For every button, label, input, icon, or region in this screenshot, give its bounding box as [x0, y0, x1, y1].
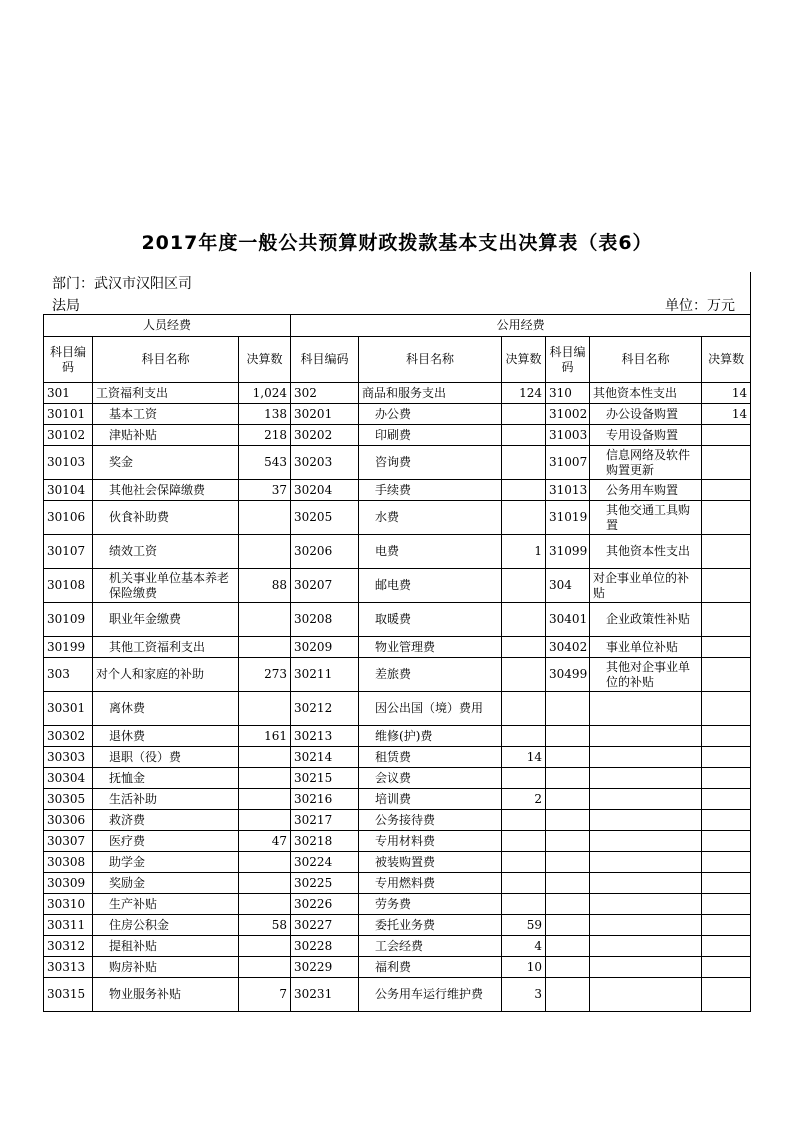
column-header-code: 科目编码	[546, 337, 590, 383]
capital-name-cell: 公务用车购置	[590, 480, 702, 501]
public-goods-name-cell: 福利费	[359, 957, 502, 978]
table-row	[44, 569, 751, 603]
personnel-name-cell: 抚恤金	[93, 768, 239, 789]
column-header-amount: 决算数	[502, 337, 546, 383]
public-goods-code-cell: 30229	[291, 957, 359, 978]
personnel-code-cell: 30313	[44, 957, 93, 978]
expenditure-table	[43, 314, 751, 1012]
public-goods-name-cell: 委托业务费	[359, 915, 502, 936]
capital-code-cell	[546, 915, 590, 936]
public-goods-amount-cell	[502, 658, 546, 692]
capital-code-cell	[546, 852, 590, 873]
capital-amount-cell	[702, 425, 751, 446]
personnel-code-cell: 30310	[44, 894, 93, 915]
capital-code-cell	[546, 768, 590, 789]
table-row	[44, 535, 751, 569]
capital-code-cell: 30402	[546, 637, 590, 658]
personnel-name-cell: 医疗费	[93, 831, 239, 852]
table-row	[44, 692, 751, 726]
department-label-line2: 法局	[52, 298, 80, 314]
capital-amount-cell	[702, 915, 751, 936]
public-goods-code-cell: 30225	[291, 873, 359, 894]
public-goods-code-cell: 30212	[291, 692, 359, 726]
capital-code-cell	[546, 692, 590, 726]
personnel-code-cell: 30199	[44, 637, 93, 658]
public-goods-code-cell: 30202	[291, 425, 359, 446]
capital-code-cell: 30401	[546, 603, 590, 637]
personnel-name-cell: 助学金	[93, 852, 239, 873]
personnel-name-cell: 津贴补贴	[93, 425, 239, 446]
personnel-name-cell: 其他工资福利支出	[93, 637, 239, 658]
capital-code-cell: 31019	[546, 501, 590, 535]
public-goods-code-cell: 30209	[291, 637, 359, 658]
department-label-line1: 部门：武汉市汉阳区司	[52, 276, 192, 292]
capital-amount-cell	[702, 768, 751, 789]
capital-name-cell: 其他资本性支出	[590, 383, 702, 404]
personnel-code-cell: 30101	[44, 404, 93, 425]
table-row	[44, 894, 751, 915]
column-header-amount: 决算数	[702, 337, 751, 383]
personnel-code-cell: 30106	[44, 501, 93, 535]
public-goods-amount-cell	[502, 501, 546, 535]
personnel-name-cell: 对个人和家庭的补助	[93, 658, 239, 692]
public-goods-name-cell: 物业管理费	[359, 637, 502, 658]
section-header-public: 公用经费	[291, 315, 751, 337]
public-goods-amount-cell	[502, 894, 546, 915]
public-goods-code-cell: 30218	[291, 831, 359, 852]
table-row	[44, 603, 751, 637]
capital-name-cell	[590, 810, 702, 831]
public-goods-name-cell: 劳务费	[359, 894, 502, 915]
capital-name-cell: 其他对企事业单位的补贴	[590, 658, 702, 692]
capital-amount-cell	[702, 501, 751, 535]
capital-amount-cell	[702, 873, 751, 894]
capital-amount-cell	[702, 726, 751, 747]
capital-code-cell: 304	[546, 569, 590, 603]
table-row	[44, 726, 751, 747]
public-goods-name-cell: 商品和服务支出	[359, 383, 502, 404]
column-header-name: 科目名称	[359, 337, 502, 383]
public-goods-name-cell: 因公出国（境）费用	[359, 692, 502, 726]
personnel-code-cell: 30102	[44, 425, 93, 446]
public-goods-code-cell: 30208	[291, 603, 359, 637]
capital-name-cell: 事业单位补贴	[590, 637, 702, 658]
public-goods-amount-cell	[502, 480, 546, 501]
capital-amount-cell	[702, 747, 751, 768]
public-goods-name-cell: 邮电费	[359, 569, 502, 603]
public-goods-amount-cell: 3	[502, 978, 546, 1012]
capital-name-cell	[590, 957, 702, 978]
capital-code-cell: 30499	[546, 658, 590, 692]
capital-name-cell: 信息网络及软件购置更新	[590, 446, 702, 480]
column-header-code: 科目编码	[291, 337, 359, 383]
public-goods-name-cell: 公务用车运行维护费	[359, 978, 502, 1012]
capital-name-cell	[590, 692, 702, 726]
capital-code-cell	[546, 810, 590, 831]
personnel-amount-cell: 543	[239, 446, 291, 480]
capital-name-cell	[590, 768, 702, 789]
personnel-name-cell: 退职（役）费	[93, 747, 239, 768]
capital-name-cell	[590, 936, 702, 957]
personnel-code-cell: 30307	[44, 831, 93, 852]
personnel-name-cell: 生产补贴	[93, 894, 239, 915]
personnel-name-cell: 绩效工资	[93, 535, 239, 569]
table-row	[44, 404, 751, 425]
personnel-code-cell: 30315	[44, 978, 93, 1012]
personnel-code-cell: 30308	[44, 852, 93, 873]
public-goods-code-cell: 30228	[291, 936, 359, 957]
capital-code-cell	[546, 831, 590, 852]
header-divider	[750, 272, 751, 314]
public-goods-name-cell: 工会经费	[359, 936, 502, 957]
capital-code-cell	[546, 936, 590, 957]
public-goods-code-cell: 30207	[291, 569, 359, 603]
capital-name-cell: 专用设备购置	[590, 425, 702, 446]
public-goods-amount-cell	[502, 768, 546, 789]
column-header-name: 科目名称	[93, 337, 239, 383]
personnel-code-cell: 30305	[44, 789, 93, 810]
personnel-amount-cell: 37	[239, 480, 291, 501]
public-goods-amount-cell	[502, 726, 546, 747]
personnel-amount-cell: 88	[239, 569, 291, 603]
public-goods-code-cell: 30205	[291, 501, 359, 535]
table-row	[44, 936, 751, 957]
public-goods-code-cell: 30226	[291, 894, 359, 915]
capital-name-cell: 其他交通工具购置	[590, 501, 702, 535]
personnel-code-cell: 30104	[44, 480, 93, 501]
public-goods-amount-cell: 124	[502, 383, 546, 404]
public-goods-amount-cell: 59	[502, 915, 546, 936]
public-goods-name-cell: 取暖费	[359, 603, 502, 637]
personnel-name-cell: 救济费	[93, 810, 239, 831]
table-row	[44, 873, 751, 894]
personnel-amount-cell	[239, 894, 291, 915]
column-header-name: 科目名称	[590, 337, 702, 383]
public-goods-amount-cell	[502, 810, 546, 831]
table-row	[44, 831, 751, 852]
public-goods-name-cell: 公务接待费	[359, 810, 502, 831]
personnel-amount-cell	[239, 692, 291, 726]
personnel-name-cell: 提租补贴	[93, 936, 239, 957]
unit-label: 单位：万元	[665, 298, 735, 314]
capital-name-cell	[590, 873, 702, 894]
personnel-amount-cell: 273	[239, 658, 291, 692]
personnel-amount-cell	[239, 852, 291, 873]
public-goods-name-cell: 维修(护)费	[359, 726, 502, 747]
public-goods-code-cell: 30227	[291, 915, 359, 936]
capital-amount-cell	[702, 603, 751, 637]
capital-amount-cell	[702, 894, 751, 915]
public-goods-code-cell: 30203	[291, 446, 359, 480]
personnel-name-cell: 生活补助	[93, 789, 239, 810]
public-goods-code-cell: 30213	[291, 726, 359, 747]
capital-code-cell: 31007	[546, 446, 590, 480]
public-goods-amount-cell	[502, 425, 546, 446]
public-goods-amount-cell: 10	[502, 957, 546, 978]
public-goods-amount-cell	[502, 603, 546, 637]
personnel-amount-cell	[239, 789, 291, 810]
column-header-amount: 决算数	[239, 337, 291, 383]
section-header-personnel: 人员经费	[44, 315, 291, 337]
capital-code-cell: 31002	[546, 404, 590, 425]
personnel-code-cell: 30311	[44, 915, 93, 936]
public-goods-amount-cell	[502, 446, 546, 480]
public-goods-amount-cell: 4	[502, 936, 546, 957]
personnel-code-cell: 30107	[44, 535, 93, 569]
public-goods-name-cell: 差旅费	[359, 658, 502, 692]
personnel-amount-cell: 1,024	[239, 383, 291, 404]
personnel-name-cell: 基本工资	[93, 404, 239, 425]
personnel-name-cell: 退休费	[93, 726, 239, 747]
personnel-code-cell: 30109	[44, 603, 93, 637]
capital-code-cell: 31099	[546, 535, 590, 569]
personnel-code-cell: 30312	[44, 936, 93, 957]
public-goods-amount-cell	[502, 637, 546, 658]
personnel-code-cell: 30309	[44, 873, 93, 894]
personnel-name-cell: 伙食补助费	[93, 501, 239, 535]
capital-amount-cell	[702, 957, 751, 978]
table-row	[44, 425, 751, 446]
table-row	[44, 810, 751, 831]
public-goods-code-cell: 30217	[291, 810, 359, 831]
public-goods-amount-cell: 14	[502, 747, 546, 768]
public-goods-code-cell: 30231	[291, 978, 359, 1012]
public-goods-amount-cell	[502, 404, 546, 425]
capital-code-cell	[546, 894, 590, 915]
capital-name-cell	[590, 747, 702, 768]
personnel-name-cell: 职业年金缴费	[93, 603, 239, 637]
capital-code-cell	[546, 873, 590, 894]
personnel-amount-cell: 7	[239, 978, 291, 1012]
capital-code-cell	[546, 747, 590, 768]
table-row	[44, 789, 751, 810]
capital-name-cell: 对企事业单位的补贴	[590, 569, 702, 603]
table-row	[44, 852, 751, 873]
capital-name-cell	[590, 831, 702, 852]
capital-name-cell: 办公设备购置	[590, 404, 702, 425]
personnel-amount-cell: 47	[239, 831, 291, 852]
capital-amount-cell	[702, 535, 751, 569]
capital-code-cell: 31013	[546, 480, 590, 501]
capital-amount-cell	[702, 658, 751, 692]
public-goods-code-cell: 302	[291, 383, 359, 404]
personnel-amount-cell	[239, 768, 291, 789]
capital-name-cell	[590, 894, 702, 915]
table-row	[44, 480, 751, 501]
capital-amount-cell	[702, 480, 751, 501]
public-goods-code-cell: 30216	[291, 789, 359, 810]
public-goods-name-cell: 水费	[359, 501, 502, 535]
capital-code-cell: 310	[546, 383, 590, 404]
personnel-name-cell: 奖金	[93, 446, 239, 480]
personnel-name-cell: 离休费	[93, 692, 239, 726]
personnel-amount-cell	[239, 873, 291, 894]
public-goods-code-cell: 30211	[291, 658, 359, 692]
personnel-amount-cell	[239, 957, 291, 978]
capital-amount-cell: 14	[702, 383, 751, 404]
public-goods-amount-cell: 1	[502, 535, 546, 569]
capital-amount-cell	[702, 978, 751, 1012]
public-goods-amount-cell	[502, 831, 546, 852]
capital-amount-cell	[702, 852, 751, 873]
personnel-code-cell: 30108	[44, 569, 93, 603]
personnel-amount-cell: 218	[239, 425, 291, 446]
personnel-name-cell: 其他社会保障缴费	[93, 480, 239, 501]
public-goods-amount-cell: 2	[502, 789, 546, 810]
public-goods-name-cell: 手续费	[359, 480, 502, 501]
table-row	[44, 501, 751, 535]
table-row	[44, 747, 751, 768]
personnel-code-cell: 30302	[44, 726, 93, 747]
personnel-amount-cell	[239, 810, 291, 831]
personnel-name-cell: 物业服务补贴	[93, 978, 239, 1012]
public-goods-code-cell: 30204	[291, 480, 359, 501]
table-row	[44, 383, 751, 404]
table-row	[44, 768, 751, 789]
personnel-code-cell: 30303	[44, 747, 93, 768]
public-goods-code-cell: 30214	[291, 747, 359, 768]
public-goods-code-cell: 30206	[291, 535, 359, 569]
public-goods-name-cell: 办公费	[359, 404, 502, 425]
capital-amount-cell	[702, 637, 751, 658]
public-goods-amount-cell	[502, 852, 546, 873]
public-goods-name-cell: 会议费	[359, 768, 502, 789]
personnel-amount-cell	[239, 603, 291, 637]
capital-code-cell: 31003	[546, 425, 590, 446]
capital-name-cell	[590, 978, 702, 1012]
public-goods-name-cell: 咨询费	[359, 446, 502, 480]
table-row	[44, 637, 751, 658]
personnel-name-cell: 购房补贴	[93, 957, 239, 978]
table-row	[44, 957, 751, 978]
capital-amount-cell	[702, 831, 751, 852]
personnel-code-cell: 30301	[44, 692, 93, 726]
capital-name-cell	[590, 726, 702, 747]
capital-amount-cell	[702, 569, 751, 603]
public-goods-amount-cell	[502, 692, 546, 726]
personnel-amount-cell	[239, 535, 291, 569]
personnel-amount-cell: 58	[239, 915, 291, 936]
personnel-amount-cell	[239, 747, 291, 768]
public-goods-name-cell: 专用材料费	[359, 831, 502, 852]
personnel-code-cell: 303	[44, 658, 93, 692]
capital-amount-cell	[702, 810, 751, 831]
column-header-code: 科目编码	[44, 337, 93, 383]
capital-amount-cell	[702, 692, 751, 726]
personnel-amount-cell	[239, 936, 291, 957]
public-goods-name-cell: 被装购置费	[359, 852, 502, 873]
capital-code-cell	[546, 978, 590, 1012]
page-title: 2017年度一般公共预算财政拨款基本支出决算表（表6）	[141, 232, 653, 254]
capital-code-cell	[546, 789, 590, 810]
public-goods-name-cell: 培训费	[359, 789, 502, 810]
capital-amount-cell	[702, 789, 751, 810]
public-goods-amount-cell	[502, 569, 546, 603]
personnel-name-cell: 住房公积金	[93, 915, 239, 936]
table-row	[44, 446, 751, 480]
capital-code-cell	[546, 726, 590, 747]
public-goods-name-cell: 专用燃料费	[359, 873, 502, 894]
capital-name-cell	[590, 852, 702, 873]
capital-name-cell: 其他资本性支出	[590, 535, 702, 569]
public-goods-code-cell: 30201	[291, 404, 359, 425]
capital-amount-cell	[702, 936, 751, 957]
personnel-name-cell: 机关事业单位基本养老保险缴费	[93, 569, 239, 603]
public-goods-code-cell: 30215	[291, 768, 359, 789]
capital-amount-cell: 14	[702, 404, 751, 425]
public-goods-amount-cell	[502, 873, 546, 894]
personnel-amount-cell: 161	[239, 726, 291, 747]
personnel-amount-cell: 138	[239, 404, 291, 425]
capital-name-cell: 企业政策性补贴	[590, 603, 702, 637]
table-row	[44, 915, 751, 936]
personnel-code-cell: 30103	[44, 446, 93, 480]
personnel-code-cell: 30304	[44, 768, 93, 789]
personnel-code-cell: 301	[44, 383, 93, 404]
table-row	[44, 658, 751, 692]
personnel-amount-cell	[239, 637, 291, 658]
personnel-name-cell: 奖励金	[93, 873, 239, 894]
public-goods-name-cell: 租赁费	[359, 747, 502, 768]
capital-name-cell	[590, 915, 702, 936]
capital-name-cell	[590, 789, 702, 810]
personnel-name-cell: 工资福利支出	[93, 383, 239, 404]
personnel-code-cell: 30306	[44, 810, 93, 831]
public-goods-code-cell: 30224	[291, 852, 359, 873]
public-goods-name-cell: 电费	[359, 535, 502, 569]
public-goods-name-cell: 印刷费	[359, 425, 502, 446]
table-row	[44, 978, 751, 1012]
personnel-amount-cell	[239, 501, 291, 535]
capital-code-cell	[546, 957, 590, 978]
capital-amount-cell	[702, 446, 751, 480]
